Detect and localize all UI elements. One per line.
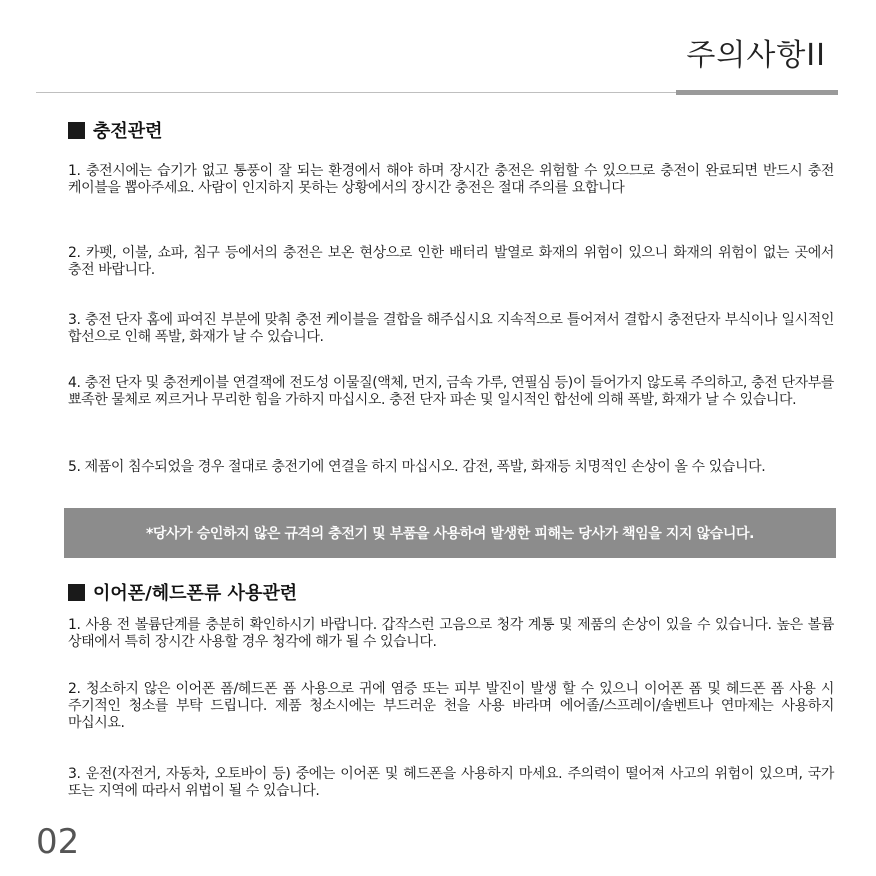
charging-item-5: 5. 제품이 침수되었을 경우 절대로 충전기에 연결을 하지 마십시오. 감전, 폭발, 화재등 치명적인 손상이 올 수 있습니다. xyxy=(68,459,766,475)
earphone-item-2: 2. 청소하지 않은 이어폰 폼/헤드폰 폼 사용으로 귀에 염증 또는 피부 발진이 발생 할 수 있으니 이어폰 폼 및 헤드폰 폼 사용 시 주기적인 청소를 부탁 드립니다. 제품 청소시에는 부드러운 천을 사용 바라며 에어졸/스프레이/솔벤트나 연마제는 사용하지 마십시요. xyxy=(68,681,834,731)
notice-text: *당사가 승인하지 않은 규격의 충전기 및 부품을 사용하여 발생한 피해는 당사가 책임을 지지 않습니다. xyxy=(145,526,755,542)
charging-item-4: 4. 충전 단자 및 충전케이블 연결잭에 전도성 이물질(액체, 먼지, 금속 가루, 연필심 등)이 들어가지 않도록 주의하고, 충전 단자부를 뾰족한 물체로 찌르거나 무리한 힘을 가하지 마십시오. 충전 단자 파손 및 일시적인 합선에 의해 폭발, 화재가 날 수 있습니다. xyxy=(68,375,834,408)
earphone-item-3: 3. 운전(자전거, 자동차, 오토바이 등) 중에는 이어폰 및 헤드폰을 사용하지 마세요. 주의력이 떨어져 사고의 위험이 있으며, 국가 또는 지역에 따라서 위법이 될 수 있습니다. xyxy=(68,766,834,799)
page-number: 02 xyxy=(36,822,80,862)
section-heading-earphone xyxy=(68,579,297,605)
charging-item-1: 1. 충전시에는 습기가 없고 통풍이 잘 되는 환경에서 해야 하며 장시간 충전은 위험할 수 있으므로 충전이 완료되면 반드시 충전 케이블을 뽑아주세요. 사람이 인지하지 못하는 상황에서의 장시간 충전은 절대 주의를 요합니다 xyxy=(68,163,834,196)
charging-item-2: 2. 카펫, 이불, 쇼파, 침구 등에서의 충전은 보온 현상으로 인한 배터리 발열로 화재의 위험이 있으니 화재의 위험이 없는 곳에서 충전 바랍니다. xyxy=(68,245,834,278)
page-title: 주의사항II xyxy=(686,38,826,73)
square-bullet-icon xyxy=(68,584,85,601)
charging-item-3: 3. 충전 단자 홈에 파여진 부분에 맞춰 충전 케이블을 결합을 해주십시요 지속적으로 틀어져서 결합시 충전단자 부식이나 일시적인 합선으로 인해 폭발, 화재가 날 수 있습니다. xyxy=(68,312,834,345)
square-bullet-icon xyxy=(68,122,85,139)
section-heading-text: 이어폰/헤드폰류 사용관련 xyxy=(93,583,298,604)
header-accent-bar xyxy=(676,90,838,95)
section-heading-charging xyxy=(68,117,163,143)
notice-banner xyxy=(64,508,836,558)
earphone-item-1: 1. 사용 전 볼륨단계를 충분히 확인하시기 바랍니다. 갑작스런 고음으로 청각 계통 및 제품의 손상이 있을 수 있습니다. 높은 볼륨 상태에서 특히 장시간 사용할 경우 청각에 해가 될 수 있습니다. xyxy=(68,617,834,650)
section-heading-text: 충전관련 xyxy=(93,121,163,142)
